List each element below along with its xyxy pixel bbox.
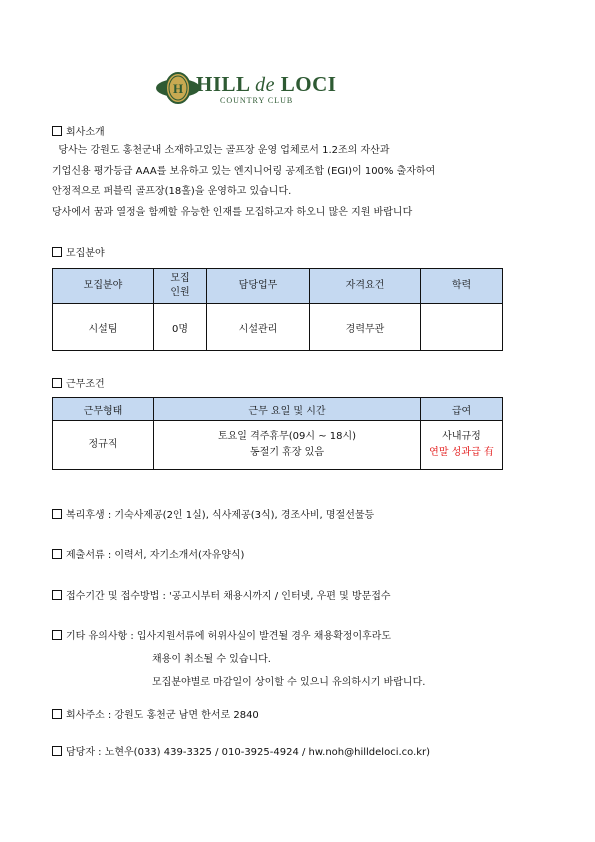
checkbox-square-icon <box>52 126 62 136</box>
header-duty: 담당업무 <box>207 269 310 304</box>
welfare-item: 복리후생 : 기숙사제공(2인 1실), 식사제공(3식), 경조사비, 명절선물등 <box>52 506 374 521</box>
header-persons: 모집 인원 <box>154 269 207 304</box>
checkbox-square-icon <box>52 509 62 519</box>
header-field: 모집분야 <box>53 269 154 304</box>
cell-field: 시설팀 <box>53 304 154 351</box>
documents-item: 제출서류 : 이력서, 자기소개서(자유양식) <box>52 546 244 561</box>
company-logo <box>154 70 354 110</box>
checkbox-square-icon <box>52 709 62 719</box>
table-header-row <box>53 398 503 421</box>
application-period-item: 접수기간 및 접수방법 : '공고시부터 채용시까지 / 인터넷, 우편 및 방문접수 <box>52 587 391 602</box>
hill-de-loci-emblem-icon <box>154 70 202 106</box>
section-heading-recruit-field: 모집분야 <box>52 244 105 259</box>
checkbox-square-icon <box>52 378 62 388</box>
checkbox-square-icon <box>52 247 62 257</box>
notes-line-2: 채용이 취소될 수 있습니다. <box>152 654 271 665</box>
cell-duty: 시설관리 <box>207 304 310 351</box>
cell-persons: 0명 <box>154 304 207 351</box>
svg-text:H: H <box>172 81 184 96</box>
cell-education <box>421 304 503 351</box>
address-item: 회사주소 : 강원도 홍천군 남면 한서로 2840 <box>52 706 259 721</box>
header-education: 학력 <box>421 269 503 304</box>
notes-item: 기타 유의사항 : 입사지원서류에 허위사실이 발견될 경우 채용확정이후라도 <box>52 627 391 642</box>
section-heading-work-conditions: 근무조건 <box>52 375 105 390</box>
recruit-field-table <box>52 268 503 351</box>
header-work-type: 근무형태 <box>53 398 154 421</box>
intro-line: 당사에서 꿈과 열정을 함께할 유능한 인재를 모집하고자 하오니 많은 지원 바랍니다 <box>52 206 413 218</box>
logo-title: HILL de LOCI <box>196 72 337 96</box>
contact-item: 담당자 : 노현우(033) 439-3325 / 010-3925-4924 / hw.noh@hilldeloci.co.kr) <box>52 743 430 758</box>
table-header-row <box>53 269 503 304</box>
header-salary: 급여 <box>421 398 503 421</box>
header-qualification: 자격요건 <box>310 269 421 304</box>
intro-line: 기업신용 평가등급 AAA를 보유하고 있는 엔지니어링 공제조합 (EGI)이 100% 출자하여 <box>52 165 436 177</box>
notes-line-3: 모집분야별로 마감일이 상이할 수 있으니 유의하시기 바랍니다. <box>152 677 426 688</box>
checkbox-square-icon <box>52 590 62 600</box>
year-end-bonus-text: 연말 성과급 有 <box>429 447 494 458</box>
cell-work-type: 정규직 <box>53 421 154 470</box>
intro-line: 당사는 강원도 홍천군내 소재하고있는 골프장 운영 업체로서 1.2조의 자산과 <box>52 145 390 156</box>
logo-subtitle: COUNTRY CLUB <box>220 96 294 105</box>
checkbox-square-icon <box>52 746 62 756</box>
checkbox-square-icon <box>52 630 62 640</box>
header-schedule: 근무 요일 및 시간 <box>154 398 421 421</box>
section-heading-company-intro: 회사소개 <box>52 123 105 138</box>
cell-qualification: 경력무관 <box>310 304 421 351</box>
checkbox-square-icon <box>52 549 62 559</box>
intro-line: 안정적으로 퍼블릭 골프장(18홀)을 운영하고 있습니다. <box>52 186 292 197</box>
table-row <box>53 304 503 351</box>
table-row <box>53 421 503 470</box>
company-intro-text <box>52 141 552 223</box>
work-conditions-table <box>52 397 503 470</box>
cell-schedule: 토요일 격주휴무(09시 ~ 18시) 동절기 휴장 있음 <box>154 421 421 470</box>
cell-salary: 사내규정 연말 성과급 有 <box>421 421 503 470</box>
